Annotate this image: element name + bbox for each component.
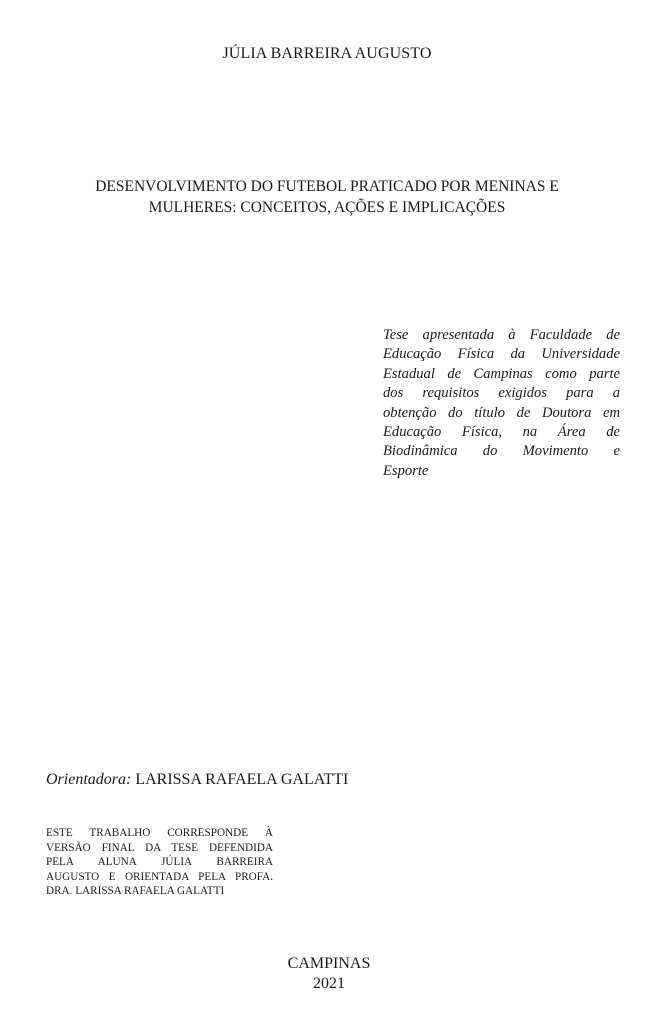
note-line: Educação Física, na Área de (383, 424, 620, 441)
thesis-title-line: DESENVOLVIMENTO DO FUTEBOL PRATICADO POR MENINAS E (95, 178, 559, 195)
version-note-line: ESTE TRABALHO CORRESPONDE À (46, 827, 273, 839)
year: 2021 (313, 975, 345, 992)
version-note-line: PELA ALUNA JÚLIA BARREIRA (46, 856, 273, 869)
advisor (46, 771, 348, 789)
note-line: Biodinâmica do Movimento e (383, 443, 620, 460)
author-name: JÚLIA BARREIRA AUGUSTO (222, 45, 432, 62)
note-line: Educação Física da Universidade (383, 346, 620, 363)
advisor-name: LARISSA RAFAELA GALATTI (135, 771, 349, 788)
version-note-line: AUGUSTO E ORIENTADA PELA PROFA. (46, 870, 273, 883)
note-line: Esporte (383, 462, 429, 479)
city: CAMPINAS (287, 955, 371, 972)
thesis-presentation-note (383, 326, 620, 481)
thesis-title-line: MULHERES: CONCEITOS, AÇÕES E IMPLICAÇÕES (148, 199, 506, 216)
version-note-line: VERSÃO FINAL DA TESE DEFENDIDA (46, 841, 273, 854)
thesis-title (40, 176, 614, 218)
note-line: obtenção do título de Doutora em (383, 404, 620, 421)
note-line: Tese apresentada à Faculdade de (383, 327, 620, 343)
final-version-note (46, 826, 273, 899)
note-line: Estadual de Campinas como parte (383, 365, 620, 382)
note-line: dos requisitos exigidos para a (383, 385, 620, 402)
advisor-label: Orientadora: (46, 771, 132, 788)
version-note-line: DRA. LARISSA RAFAELA GALATTI (46, 885, 225, 898)
